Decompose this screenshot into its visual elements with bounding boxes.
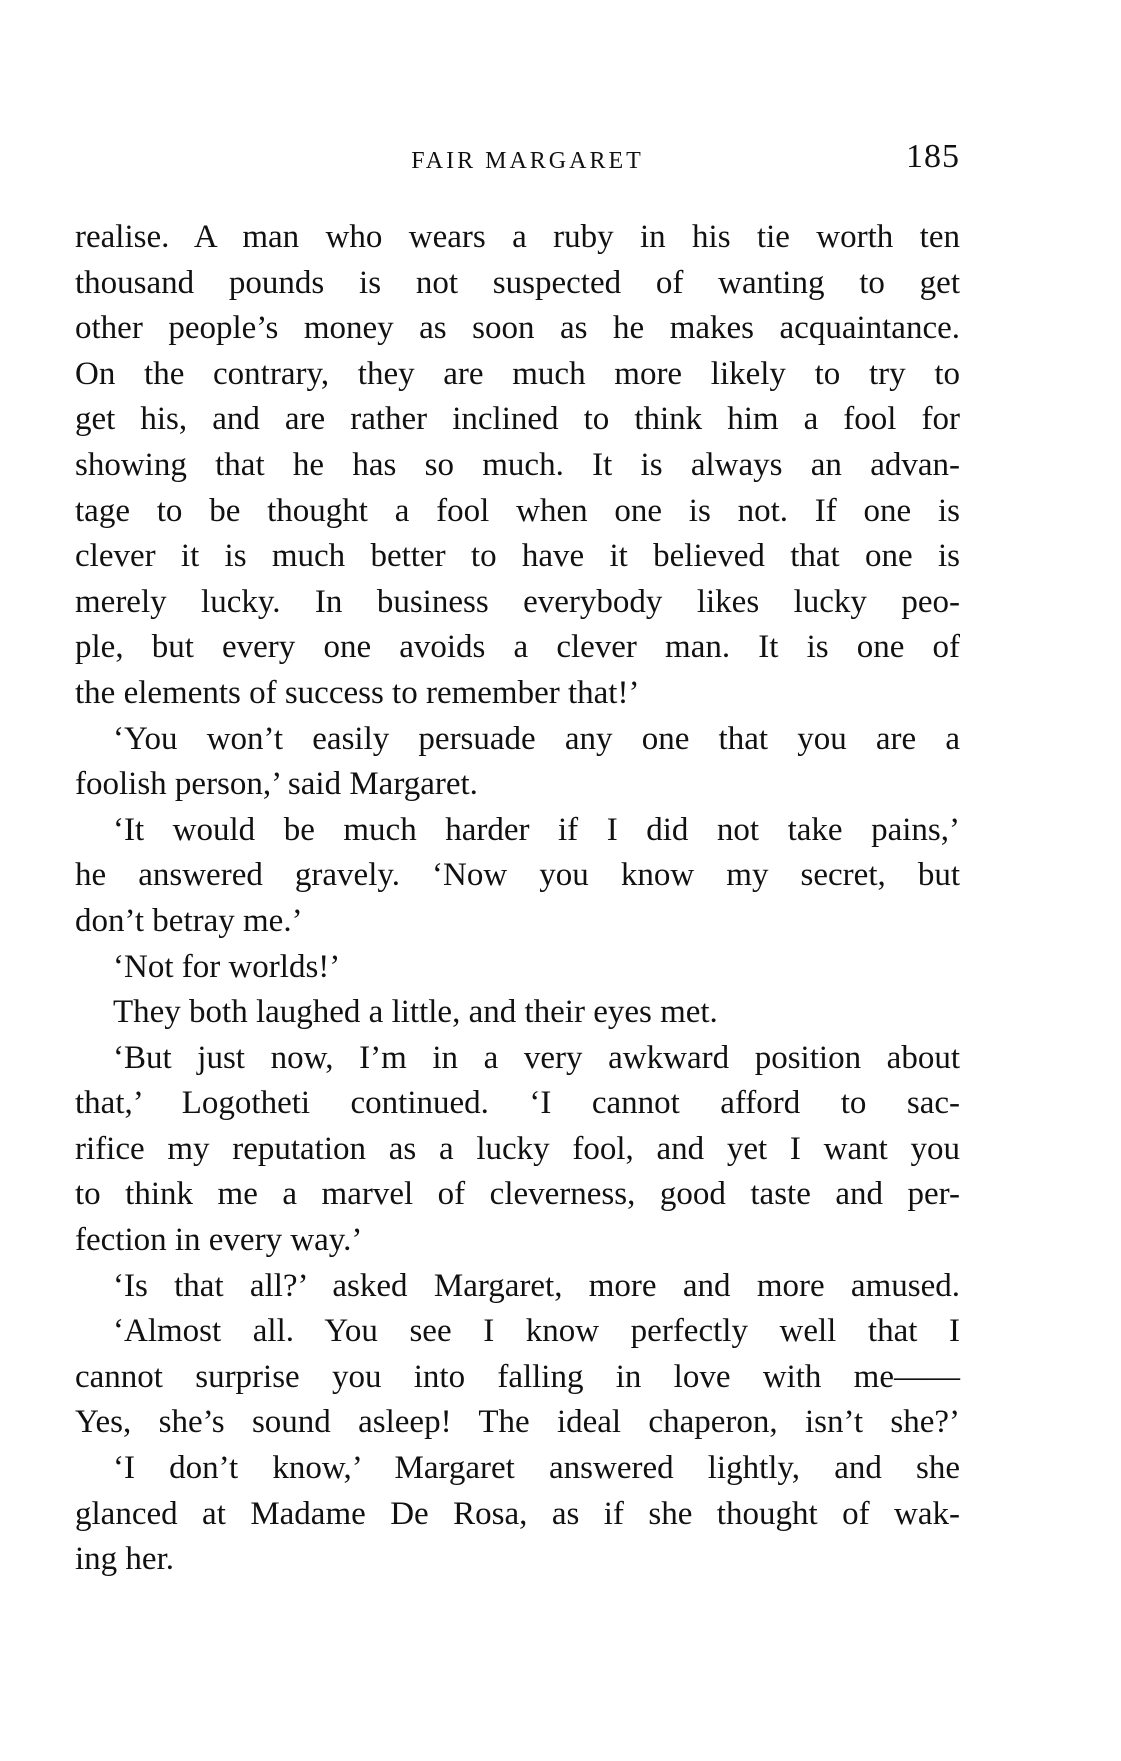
text-line: ‘Not for worlds!’ bbox=[113, 948, 341, 985]
text-line: cannot surprise you into falling in love with me—— bbox=[75, 1358, 960, 1395]
text-line: ‘But just now, I’m in a very awkward position about bbox=[113, 1039, 960, 1076]
text-line: don’t betray me.’ bbox=[75, 902, 303, 939]
text-line: showing that he has so much. It is always an advan- bbox=[75, 446, 960, 483]
text-line: On the contrary, they are much more likely to try to bbox=[75, 355, 960, 392]
text-line: ing her. bbox=[75, 1541, 174, 1578]
text-line: the elements of success to remember that!’ bbox=[75, 674, 640, 711]
text-line: ‘I don’t know,’ Margaret answered lightly, and she bbox=[113, 1450, 960, 1487]
text-line: glanced at Madame De Rosa, as if she thought of wak- bbox=[75, 1495, 960, 1532]
text-line: he answered gravely. ‘Now you know my secret, but bbox=[75, 857, 960, 894]
text-line: thousand pounds is not suspected of wanting to get bbox=[75, 264, 960, 301]
text-line: other people’s money as soon as he makes acquaintance. bbox=[75, 310, 960, 347]
text-line: clever it is much better to have it believed that one is bbox=[75, 538, 960, 575]
text-line: ‘It would be much harder if I did not take pains,’ bbox=[113, 811, 960, 848]
text-line: merely lucky. In business everybody likes lucky peo- bbox=[75, 583, 960, 620]
running-title: FAIR MARGARET bbox=[411, 148, 644, 174]
page-number: 185 bbox=[906, 138, 960, 175]
text-line: ‘Almost all. You see I know perfectly well that I bbox=[113, 1313, 960, 1350]
body-text bbox=[75, 215, 960, 1583]
text-line: tage to be thought a fool when one is not. If one is bbox=[75, 492, 960, 529]
text-line: They both laughed a little, and their eyes met. bbox=[113, 994, 718, 1031]
text-line: rifice my reputation as a lucky fool, and yet I want you bbox=[75, 1130, 960, 1167]
text-line: ple, but every one avoids a clever man. It is one of bbox=[75, 629, 960, 666]
text-line: ‘You won’t easily persuade any one that you are a bbox=[113, 720, 960, 757]
text-line: foolish person,’ said Margaret. bbox=[75, 766, 478, 803]
text-line: get his, and are rather inclined to think him a fool for bbox=[75, 401, 960, 438]
text-line: ‘Is that all?’ asked Margaret, more and more amused. bbox=[113, 1267, 960, 1304]
text-line: Yes, she’s sound asleep! The ideal chaperon, isn’t she?’ bbox=[75, 1404, 960, 1441]
text-line: that,’ Logotheti continued. ‘I cannot afford to sac- bbox=[75, 1085, 960, 1122]
text-line: fection in every way.’ bbox=[75, 1222, 363, 1259]
text-line: to think me a marvel of cleverness, good taste and per- bbox=[75, 1176, 960, 1213]
running-head bbox=[75, 138, 960, 188]
text-line: realise. A man who wears a ruby in his tie worth ten bbox=[75, 219, 960, 255]
